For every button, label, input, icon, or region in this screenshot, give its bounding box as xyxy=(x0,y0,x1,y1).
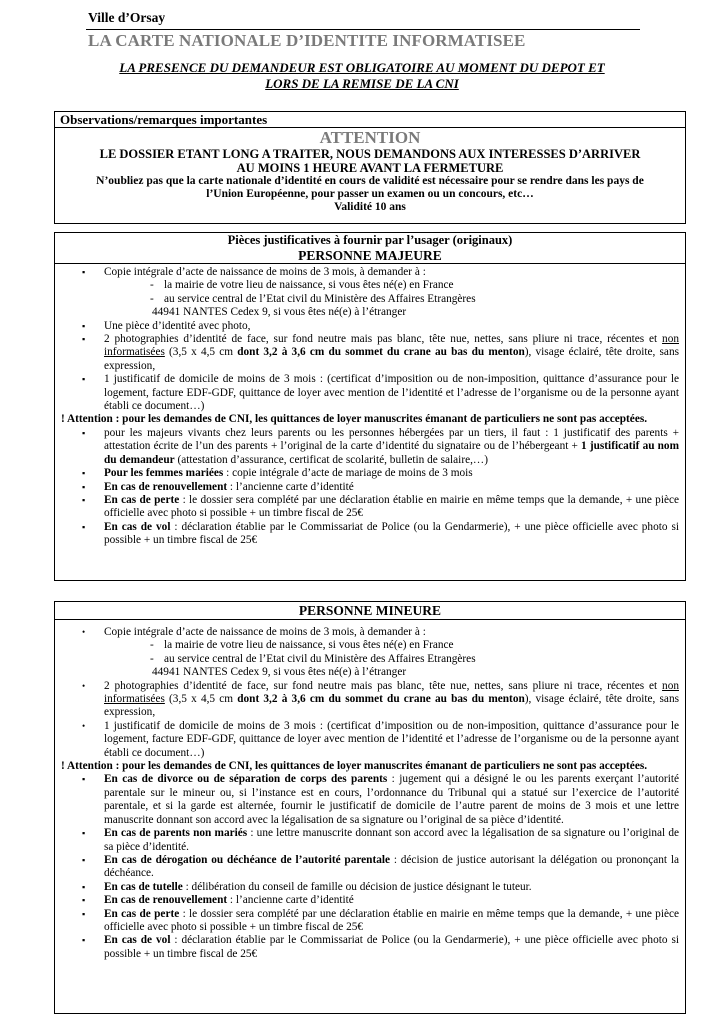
minor-heading: PERSONNE MINEURE xyxy=(55,602,685,620)
attention-note: ! Attention : pour les demandes de CNI, les quittances de loyer manuscrites émanant de particuliers ne sont pas acceptées. xyxy=(61,760,648,773)
list-item: ▪ En cas de vol : déclaration établie par le Commissariat de Police (ou la Gendarmerie), + une pièce officielle avec photo si possible + un timbre fiscal de 25€ xyxy=(82,520,679,547)
documents-heading: Pièces justificatives à fournir par l’usager (originaux) xyxy=(227,233,513,247)
list-item: - la mairie de votre lieu de naissance, si vous êtes né(e) en France xyxy=(150,279,454,292)
bullet-icon: ▪ xyxy=(82,521,86,532)
adult-section-heading xyxy=(55,233,685,264)
dash-icon: - xyxy=(150,652,154,665)
dash-icon: - xyxy=(150,292,154,305)
list-item: ▪ Pour les femmes mariées : copie intégrale d’acte de mariage de moins de 3 mois xyxy=(82,467,473,480)
arrival-notice-line1: LE DOSSIER ETANT LONG A TRAITER, NOUS DEMANDONS AUX INTERESSES D’ARRIVER xyxy=(99,147,641,161)
presence-warning-line2: LORS DE LA REMISE DE LA CNI xyxy=(265,76,459,91)
list-item: ▪ En cas de perte : le dossier sera complété par une déclaration établie en mairie en même temps que la demande, + une pièce officielle avec photo si possible + un timbre fiscal de 25€ xyxy=(82,907,680,933)
town-name: Ville d’Orsay xyxy=(88,10,166,25)
attention-title: ATTENTION xyxy=(319,128,421,147)
list-item: ▪ Copie intégrale d’acte de naissance de moins de 3 mois, à demander à : - la mairie de votre lieu de naissance, si vous êtes né(e) en France - au service central de l’Etat civil du Ministère des Affaires Etrangères 44941 NANTES Cedex 9, si vous êtes né(e) à l’étranger xyxy=(82,266,679,320)
bullet-icon: ▪ xyxy=(82,881,86,892)
validity-info-line2: l’Union Européenne, pour passer un examen ou un concours, etc… xyxy=(206,188,534,200)
dash-icon: - xyxy=(150,279,154,292)
list-item: - au service central de l’Etat civil du Ministère des Affaires Etrangères xyxy=(150,652,476,665)
list-item: ▪ En cas de perte : le dossier sera complété par une déclaration établie en mairie en même temps que la demande, + une pièce officielle avec photo si possible + un timbre fiscal de 25€ xyxy=(82,493,680,520)
adult-heading: PERSONNE MAJEURE xyxy=(298,248,442,263)
header-rule xyxy=(86,29,640,30)
list-item: - au service central de l’Etat civil du Ministère des Affaires Etrangères xyxy=(150,292,476,305)
bullet-icon: ▪ xyxy=(82,427,86,438)
list-item: ▪ En cas de tutelle : délibération du conseil de famille ou décision de justice désignant le tuteur. xyxy=(82,880,532,893)
observations-box xyxy=(54,111,686,224)
minor-content xyxy=(55,620,685,961)
bullet-icon: • xyxy=(82,627,86,637)
presence-warning xyxy=(60,60,664,92)
list-item: ▪ En cas de parents non mariés : une lettre manuscrite donnant son accord avec la légalisation de sa signature ou l’original de sa pièce d’identité. xyxy=(82,827,679,853)
bullet-icon: ▪ xyxy=(82,334,86,345)
list-item: • Copie intégrale d’acte de naissance de moins de 3 mois, à demander à : - la mairie de votre lieu de naissance, si vous êtes né(e) en France - au service central de l’Etat civil du Ministère des Affaires Etrangères 44941 NANTES Cedex 9, si vous êtes né(e) à l’étranger xyxy=(82,626,679,680)
list-item: ▪ En cas de renouvellement : l’ancienne carte d’identité xyxy=(82,480,354,493)
birth-address: 44941 NANTES Cedex 9, si vous êtes né(e) à l’étranger xyxy=(152,666,407,679)
document-title: LA CARTE NATIONALE D’IDENTITE INFORMATISEE xyxy=(88,31,526,50)
bullet-icon: ▪ xyxy=(82,828,86,839)
list-item: ▪ Une pièce d’identité avec photo, xyxy=(82,319,251,332)
list-item: ▪ En cas de renouvellement : l’ancienne carte d’identité xyxy=(82,894,354,907)
minor-requirements-box xyxy=(54,601,686,1014)
bullet-icon: ▪ xyxy=(82,481,86,492)
bullet-icon: ▪ xyxy=(82,774,86,785)
bullet-icon: ▪ xyxy=(82,267,86,277)
list-item: ▪ En cas de vol : déclaration établie par le Commissariat de Police (ou la Gendarmerie), + une pièce officielle avec photo si possible + un timbre fiscal de 25€ xyxy=(82,934,679,960)
birth-address: 44941 NANTES Cedex 9, si vous êtes né(e) à l’étranger xyxy=(152,306,407,319)
validity-info-line1: N’oubliez pas que la carte nationale d’identité en cours de validité est nécessaire pour se rendre dans les pays de xyxy=(96,175,644,187)
bullet-icon: ▪ xyxy=(82,908,86,919)
bullet-icon: ▪ xyxy=(82,935,86,946)
bullet-icon: ▪ xyxy=(82,854,86,865)
list-item: - la mairie de votre lieu de naissance, si vous êtes né(e) en France xyxy=(150,639,454,652)
adult-content xyxy=(55,264,685,548)
dash-icon: - xyxy=(150,639,154,652)
bullet-icon: • xyxy=(82,680,86,691)
validity-duration: Validité 10 ans xyxy=(334,201,406,213)
bullet-icon: ▪ xyxy=(82,374,86,385)
attention-note: ! Attention : pour les demandes de CNI, les quittances de loyer manuscrites émanant de particuliers ne sont pas acceptées. xyxy=(61,413,648,426)
presence-warning-line1: LA PRESENCE DU DEMANDEUR EST OBLIGATOIRE AU MOMENT DU DEPOT ET xyxy=(119,60,605,75)
list-item: ▪ 2 photographies d’identité de face, sur fond neutre mais pas blanc, tête nue, nettes, sans pliure ni trace, récentes et non informatisées (3,5 x 4,5 cm dont 3,2 à 3,6 cm du sommet du crane au bas du menton), visage éclairé, tête droite, sans expression, xyxy=(82,333,679,372)
bullet-icon: • xyxy=(82,720,86,731)
list-item: ▪ 1 justificatif de domicile de moins de 3 mois : (certificat d’imposition ou de non-imposition, quittance d’assurance pour le logement, facture EDF-GDF, quittance de loyer avec mention de l’identité et l’adresse de l’organisme ou de la personne ayant établi ce document…) xyxy=(82,373,679,413)
bullet-icon: ▪ xyxy=(82,320,86,331)
list-item: ▪ En cas de divorce ou de séparation de corps des parents : jugement qui a désigné le ou les parents exerçant l’autorité parentale sur le mineur ou, si l’instance est en cours, l’ordonnance du Tribunal qui a statué sur l’exercice de l’autorité parentale, et si la garde est alternée, fournir le justificatif de domicile de l’autre parent de moins de 3 mois et une lettre manuscrite donnant son accord avec la légalisation de sa signature ou l’original de sa pièce d’identité. xyxy=(82,773,679,826)
bullet-icon: ▪ xyxy=(82,468,86,479)
list-item: ▪ pour les majeurs vivants chez leurs parents ou les personnes hébergées par un tiers, il faut : 1 justificatif des parents + attestation écrite de l’un des parents + l’original de la carte d’identité du signataire ou de l’hébergeant + 1 justificatif au nom du demandeur (attestation d’assurance, certificat de scolarité, bulletin de salaire,…) xyxy=(82,426,679,466)
observations-heading: Observations/remarques importantes xyxy=(55,112,685,128)
list-item: • 1 justificatif de domicile de moins de 3 mois : (certificat d’imposition ou de non-imposition, quittance d’assurance pour le logement, facture EDF-GDF, quittance de loyer avec mention de l’identité et l’adresse de l’organisme ou de la personne ayant établi ce document…) xyxy=(82,719,679,759)
list-item: • 2 photographies d’identité de face, sur fond neutre mais pas blanc, tête nue, nettes, sans pliure ni trace, récentes et non informatisées (3,5 x 4,5 cm dont 3,2 à 3,6 cm du sommet du crane au bas du menton), visage éclairé, tête droite, sans expression, xyxy=(82,679,679,719)
adult-requirements-box xyxy=(54,232,686,581)
bullet-icon: ▪ xyxy=(82,494,86,505)
list-item: ▪ En cas de dérogation ou déchéance de l’autorité parentale : décision de justice autorisant la délégation ou prononçant la déchéance. xyxy=(82,853,679,880)
arrival-notice-line2: AU MOINS 1 HEURE AVANT LA FERMETURE xyxy=(236,161,504,175)
bullet-icon: ▪ xyxy=(82,895,86,906)
